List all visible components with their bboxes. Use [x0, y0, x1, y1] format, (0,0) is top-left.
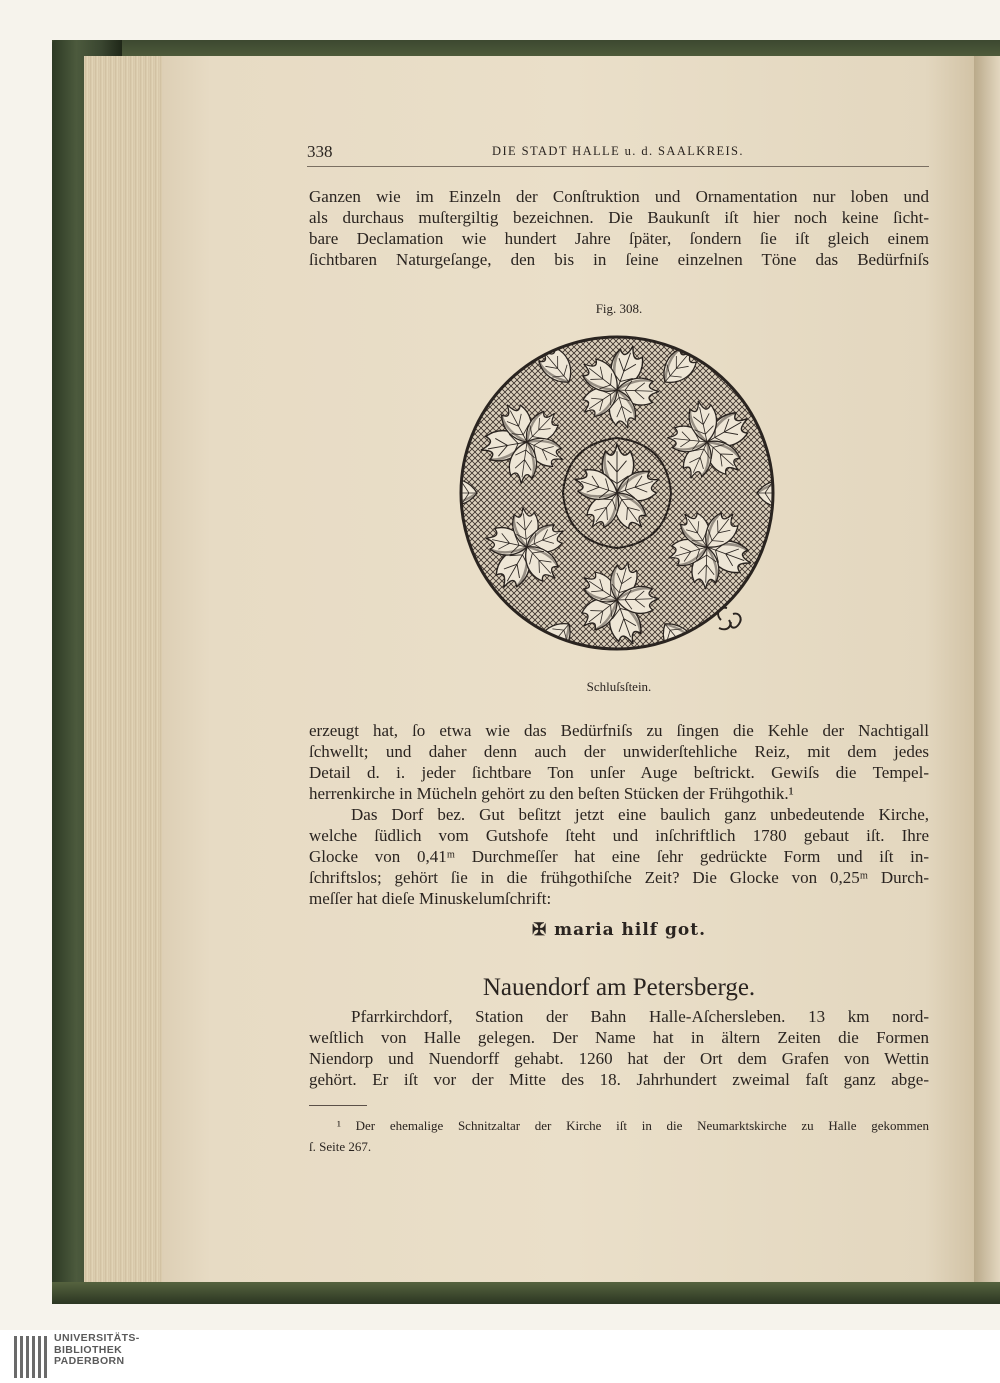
- running-header: [307, 142, 929, 167]
- figure-label: Fig. 308.: [595, 301, 643, 316]
- page-number: 338: [307, 142, 333, 161]
- text-line: herrenkirche in Mücheln gehört zu den beſten Stücken der Frühgothik.¹: [309, 784, 794, 803]
- text-line: meſſer hat dieſe Minuskelumſchrift:: [309, 889, 552, 908]
- library-logo-text: [54, 1333, 140, 1368]
- running-title: DIE STADT HALLE u. d. SAALKREIS.: [492, 144, 744, 158]
- book-page: [162, 56, 974, 1282]
- library-logo-icon: [14, 1334, 50, 1380]
- footnote-divider: [309, 1105, 367, 1106]
- facing-page-edge: [974, 56, 1000, 1282]
- text-line: als durchaus muſtergiltig bezeichnen. Die Baukunſt iſt hier noch keine ſicht-: [309, 208, 929, 227]
- figure-caption: Schluſsſtein.: [586, 679, 652, 694]
- library-footer: [0, 1330, 1000, 1383]
- paragraph-2: [309, 720, 929, 909]
- footnote: [309, 1116, 929, 1158]
- text-line: Glocke von 0,41ᵐ Durchmeſſer hat eine ſehr gedrückte Form und iſt in-: [309, 847, 929, 866]
- logo-line: PADERBORN: [54, 1355, 125, 1367]
- text-line: weſtlich von Halle gelegen. Der Name hat in ältern Zeiten die Formen: [309, 1028, 929, 1047]
- footnote-line: ſ. Seite 267.: [309, 1139, 372, 1154]
- text-line: ſchriftslos; gehört ſie in die frühgothiſche Zeit? Die Glocke von 0,25ᵐ Durch-: [309, 868, 929, 887]
- text-line: Detail d. i. jeder ſichtbare Ton unſer Auge beſtrickt. Gewiſs die Tempel-: [309, 763, 929, 782]
- text-line: Pfarrkirchdorf, Station der Bahn Halle-Aſchersleben. 13 km nord-: [351, 1007, 929, 1026]
- logo-line: BIBLIOTHEK: [54, 1343, 123, 1356]
- text-line: Das Dorf bez. Gut beſitzt jetzt eine baulich ganz unbedeutende Kirche,: [351, 805, 929, 824]
- paragraph-1: [309, 186, 929, 270]
- text-line: ſchwellt; und daher denn auch der unwiderſtehliche Reiz, mit dem jedes: [309, 742, 929, 761]
- text-line: bare Declamation wie hundert Jahre ſpäter, ſondern ſie iſt gleich einem: [309, 229, 929, 248]
- page-edges: [84, 56, 164, 1282]
- text-line: Ganzen wie im Einzeln der Conſtruktion und Ornamentation nur loben und: [309, 187, 929, 206]
- book-cover-bottom: [52, 1282, 1000, 1304]
- footnote-line: ¹ Der ehemalige Schnitzaltar der Kirche iſt in die Neumarktskirche zu Halle gekommen: [337, 1118, 929, 1133]
- keystone-illustration: [457, 332, 777, 654]
- text-line: ſichtbaren Naturgeſange, den bis in ſeine einzelnen Töne das Bedürfniſs: [309, 250, 929, 269]
- paragraph-3: [309, 1006, 929, 1090]
- text-line: Niendorp und Nuendorff gehabt. 1260 hat der Ort dem Grafen von Wettin: [309, 1049, 929, 1068]
- text-line: welche ſüdlich vom Gutshofe ſteht und inſchriftlich 1780 gebaut iſt. Ihre: [309, 826, 929, 845]
- bell-inscription: ✠ maria hilf got.: [531, 920, 707, 940]
- text-line: erzeugt hat, ſo etwa wie das Bedürfniſs zu ſingen die Kehle der Nachtigall: [309, 721, 929, 740]
- section-heading: Nauendorf am Petersberge.: [482, 974, 756, 1001]
- logo-line: UNIVERSITÄTS-: [54, 1332, 140, 1344]
- text-line: gehört. Er iſt vor der Mitte des 18. Jahrhundert zweimal faſt ganz abge-: [309, 1070, 929, 1089]
